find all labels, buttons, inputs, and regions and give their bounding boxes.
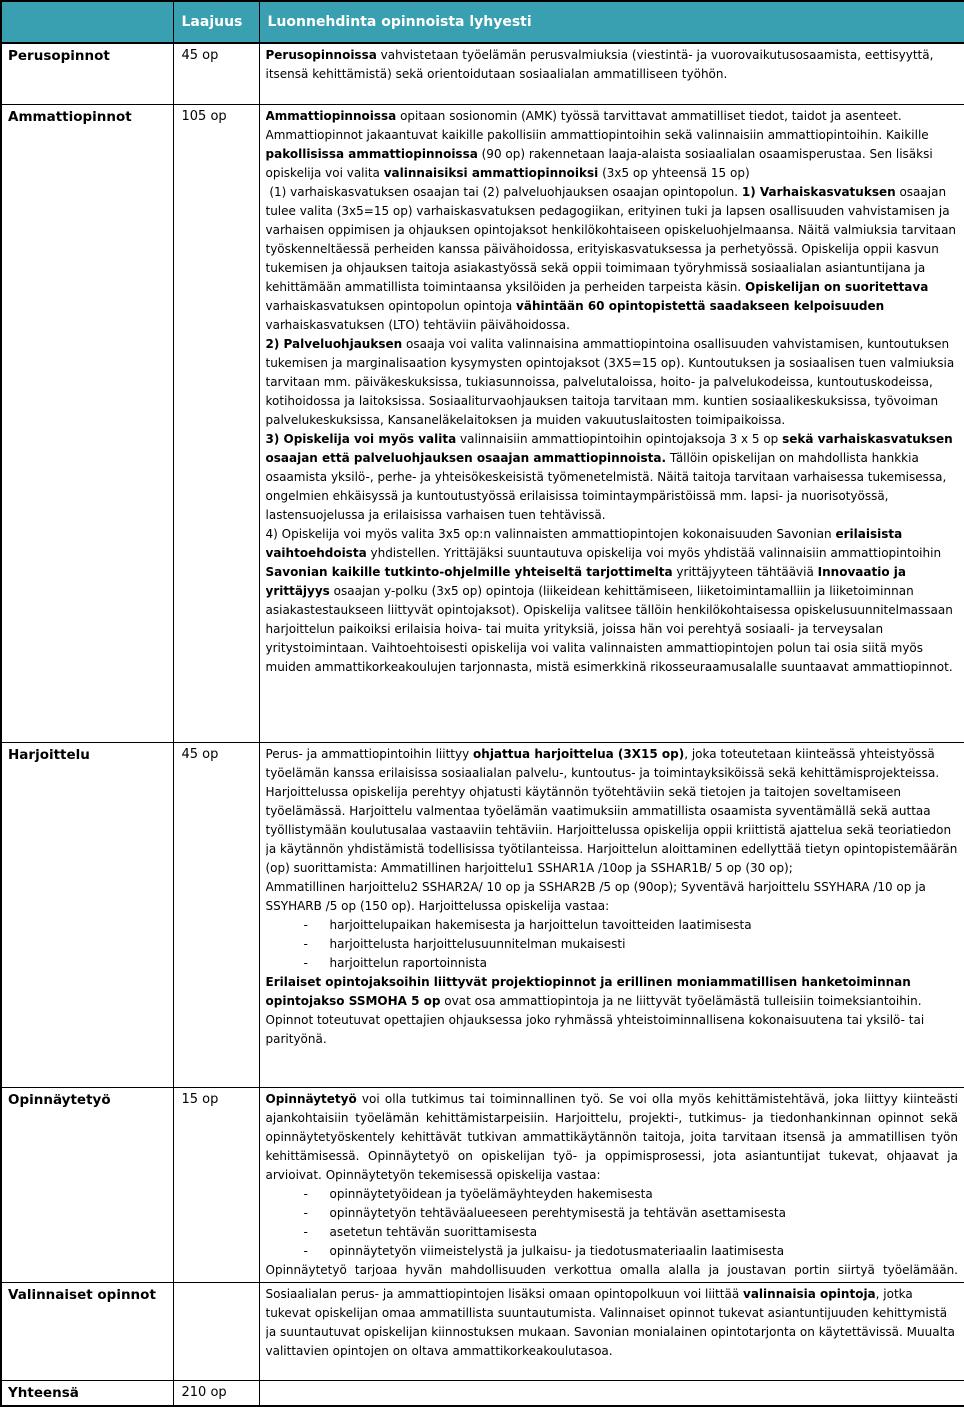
row-description xyxy=(259,1380,964,1406)
row-credits: 105 op xyxy=(173,104,259,742)
header-row xyxy=(1,1,964,43)
row-label: Opinnäytetyö xyxy=(1,1087,173,1282)
table-row xyxy=(1,43,964,104)
row-label: Perusopinnot xyxy=(1,43,173,104)
paragraph: Erilaiset opintojaksoihin liittyvät projektiopinnot ja erillinen moniammatillisen hanketoiminnan opintojakso SSMOHA 5 op ovat osa ammattiopintoja ja ne liittyvät työelämästä tulleisiin toimeksiantoihin. Opinnot toteutuvat opettajien ohjauksessa joko ryhmässä yhteistoiminnallisena kokonaisuutena tai yksilö- tai parityönä. xyxy=(265,974,925,1046)
table-row xyxy=(1,104,964,742)
row-description-content xyxy=(266,46,959,102)
row-credits: 210 op xyxy=(173,1380,259,1406)
row-description-content xyxy=(266,107,959,740)
row-label: Ammattiopinnot xyxy=(1,104,173,742)
row-description xyxy=(259,104,964,742)
paragraph: Perus- ja ammattiopintoihin liittyy ohjattua harjoittelua (3X15 op), joka toteutetaan kiinteässä yhteistyössä työelämän kanssa erilaisissa sosiaalialan palvelu-, kuntoutus- ja toimintayksiköissä sekä kehittämisprojekteissa. Harjoittelussa opiskelija perehtyy ohjatusti käytännön työtehtäviin sekä tietojen ja taitojen soveltamiseen työelämässä. Harjoittelu valmentaa työelämän vaatimuksiin ammatillista osaamista syventämällä sekä auttaa työllistymään koulutusalaa vastaaviin tehtäviin. Harjoittelussa opiskelija oppii kriittistä ajattelua sekä teoriatiedon ja käytännön yhdistämistä todellisissa työtilanteissa. Harjoittelun aloittaminen edellyttää tietyn opintopistemäärän (op) suorittamista: Ammatillinen harjoittelu1 SSHAR1A /10op ja SSHAR1B/ 5 op (30 op); xyxy=(265,746,958,875)
row-label: Yhteensä xyxy=(1,1380,173,1406)
paragraph: 3) Opiskelija voi myös valita valinnaisiin ammattiopintoihin opintojaksoja 3 x 5 op sekä varhaiskasvatuksen osaajan että palveluohjauksen osaajan ammattiopinnoista. Tällöin opiskelijan on mahdollista hankkia osaamista yksilö-, perhe- ja yhteisökeskeisistä työmenetelmistä. Näitä taitoja tarvitaan varhaisessa tukemisessa, ongelmien ehkäisyssä ja kuntoutustyössä erilaisissa toimintaympäristöissä mm. lapsi- ja nuorisotyössä, lastensuojelussa ja erilaisissa varhaisen tuen tehtävissä. xyxy=(265,431,953,522)
table-row xyxy=(1,742,964,1087)
paragraph: Ammatillinen harjoittelu2 SSHAR2A/ 10 op ja SSHAR2B /5 op (90op); Syventävä harjoittelu SSYHARA /10 op ja SSYHARB /5 op (150 op). Harjoittelussa opiskelija vastaa: xyxy=(265,879,926,913)
paragraph: Ammattiopinnoissa opitaan sosionomin (AMK) työssä tarvittavat ammatilliset tiedot, taidot ja asenteet. Ammattiopinnot jakaantuvat kaikille pakollisiin ammattiopintoihin sekä valinnaisiin ammattiopintoihin. Kaikille pakollisissa ammattiopinnoissa (90 op) rakennetaan laaja-alaista sosiaalialan osaamisperustaa. Sen lisäksi opiskelija voi valita valinnaisiksi ammattiopinnoiksi (3x5 op yhteensä 15 op) xyxy=(265,108,933,180)
row-description-content xyxy=(266,1285,959,1378)
paragraph: 4) Opiskelija voi myös valita 3x5 op:n valinnaisten ammattiopintojen kokonaisuuden Savonian erilaisista vaihtoehdoista yhdistellen. Yrittäjäksi suuntautuva opiskelija voi myös yhdistää valinnaisiin ammattiopintoihin Savonian kaikille tutkinto-ohjelmille yhteiseltä tarjottimelta yrittäjyyteen tähtääviä Innovaatio ja yrittäjyys osaajan y-polku (3x5 op) opintoja (liikeidean kehittämiseen, liiketoimintamalliin ja liiketoiminnan asiakastestaukseen liittyvät opintojaksot). Opiskelija valitsee tällöin henkilökohtaisessa opiskelusuunnitelmassaan harjoittelun paikoiksi erilaisia hoiva- tai muita yrityksiä, joissa hän voi perehtyä sosiaali- ja terveysalan yritystoimintaan. Vaihtoehtoisesti opiskelija voi valita valinnaisten ammattiopintojen polun tai osia siitä myös muiden ammattikorkeakoulujen tarjonnasta, mistä esimerkkinä rikosseuraamusalalle suuntaavat ammattiopinnot. xyxy=(265,526,953,674)
bullet-item: - opinnäytetyön tehtäväalueeseen perehtymisestä ja tehtävän asettamisesta xyxy=(304,1204,959,1223)
table-body xyxy=(1,43,964,1406)
row-description-content xyxy=(266,745,959,1085)
header-cell-description: Luonnehdinta opinnoista lyhyesti xyxy=(259,1,964,43)
bullet-list xyxy=(266,916,959,973)
row-credits: 15 op xyxy=(173,1087,259,1282)
row-description xyxy=(259,1282,964,1380)
paragraph: Perusopinnoissa vahvistetaan työelämän perusvalmiuksia (viestintä- ja vuorovaikutusosaamista, eettisyyttä, itsensä kehittämistä) sekä orientoidutaan sosiaalialan ammatilliseen työhön. xyxy=(265,48,934,81)
row-label: Valinnaiset opinnot xyxy=(1,1282,173,1380)
header-cell-laajuus: Laajuus xyxy=(173,1,259,43)
bullet-list xyxy=(266,1185,959,1261)
table-header xyxy=(1,1,964,43)
bullet-item: - opinnäytetyöidean ja työelämäyhteyden hakemisesta xyxy=(304,1185,959,1204)
row-description-content xyxy=(266,1090,959,1280)
header-cell-spacer xyxy=(1,1,173,43)
row-credits xyxy=(173,1282,259,1380)
row-description xyxy=(259,742,964,1087)
bullet-item: - harjoittelusta harjoittelusuunnitelman mukaisesti xyxy=(304,935,959,954)
row-description-content xyxy=(266,1383,959,1403)
paragraph: Sosiaalialan perus- ja ammattiopintojen lisäksi omaan opintopolkuun voi liittää valinnaisia opintoja, jotka tukevat opiskelijan omaa ammatillista suuntautumista. Valinnaiset opinnot tukevat asiantuntijuuden kehittymistä ja suuntautuvat opiskelijan kiinnostuksen mukaan. Savonian monialainen opintotarjonta on käytettävissä. Muualta valittavien opintojen on oltava ammattikorkeakoulutasoa. xyxy=(265,1286,955,1358)
bullet-item: - opinnäytetyön viimeistelystä ja julkaisu- ja tiedotusmateriaalin laatimisesta xyxy=(304,1242,959,1261)
table-row xyxy=(1,1087,964,1282)
row-credits: 45 op xyxy=(173,43,259,104)
bullet-item: - asetetun tehtävän suorittamisesta xyxy=(304,1223,959,1242)
table-row xyxy=(1,1282,964,1380)
table-row xyxy=(1,1380,964,1406)
row-credits: 45 op xyxy=(173,742,259,1087)
row-description xyxy=(259,1087,964,1282)
paragraph: (1) varhaiskasvatuksen osaajan tai (2) palveluohjauksen osaajan opintopolun. 1) Varhaiskasvatuksen osaajan tulee valita (3x5=15 op) varhaiskasvatuksen pedagogiikan, erityinen tuki ja lapsen osallisuuden vahvistamisen ja varhaisen oppimisen ja ohjauksen opintojaksot henkilökohtaiseen opiskeluohjelmaansa. Näitä valmiuksia tarvitaan työskenneltäessä perheiden kanssa päivähoidossa, erityiskasvatuksessa ja perhetyössä. Opiskelija oppii kasvun tukemisen ja ohjauksen taitoja asiakastyössä sekä oppii toimimaan työryhmissä sosiaalialan asiantuntijana ja kehittämään ammatillista toimintaansa yksilöiden ja perheiden tarpeista käsin. Opiskelijan on suoritettava varhaiskasvatuksen opintopolun opintoja vähintään 60 opintopistettä saadakseen kelpoisuuden varhaiskasvatuksen (LTO) tehtäviin päivähoidossa. xyxy=(265,184,957,332)
row-description xyxy=(259,43,964,104)
paragraph: 2) Palveluohjauksen osaaja voi valita valinnaisina ammattiopintoina osallisuuden vahvistamisen, kuntoutuksen tukemisen ja marginalisaation kysymysten opintojaksot (3X5=15 op). Kuntoutuksen ja sosiaalisen tuen valmiuksia tarvitaan mm. päiväkeskuksissa, tukiasunnoissa, palvelutaloissa, hoito- ja palvelukodeissa, kuntoutuskodeissa, kotihoidossa ja laitoksissa. Sosiaaliturvaohjauksen taitoja tarvitaan mm. kuntien sosiaalikeskuksissa, työvoiman palvelukeskuksissa, Kansaneläkelaitoksen ja muiden vakuutuslaitosten toimipaikoissa. xyxy=(265,336,955,427)
bullet-item: - harjoittelupaikan hakemisesta ja harjoittelun tavoitteiden laatimisesta xyxy=(304,916,959,935)
row-label: Harjoittelu xyxy=(1,742,173,1087)
paragraph: Opinnäytetyö tarjoaa hyvän mahdollisuuden verkottua omalla alalla ja joustavan portin siirtyä työelämään. xyxy=(265,1262,958,1277)
bullet-item: - harjoittelun raportoinnista xyxy=(304,954,959,973)
paragraph: Opinnäytetyö voi olla tutkimus tai toiminnallinen työ. Se voi olla myös kehittämistehtävä, joka liittyy kiinteästi ajankohtaisiin työelämän kehittämistarpeisiin. Harjoittelu, projekti-, tutkimus- ja tiedonhankinnan opinnot sekä opinnäytetyöskentely kehittävät tutkivan ammattikäytännön taitoja, joita tarvitaan itsensä ja ammatillisen työn kehittämisessä. Opinnäytetyö on opiskelijan työ- ja oppimisprosessi, jota asiantuntijat tukevat, ohjaavat ja arvioivat. Opinnäytetyön tekemisessä opiskelija vastaa: xyxy=(265,1091,958,1182)
